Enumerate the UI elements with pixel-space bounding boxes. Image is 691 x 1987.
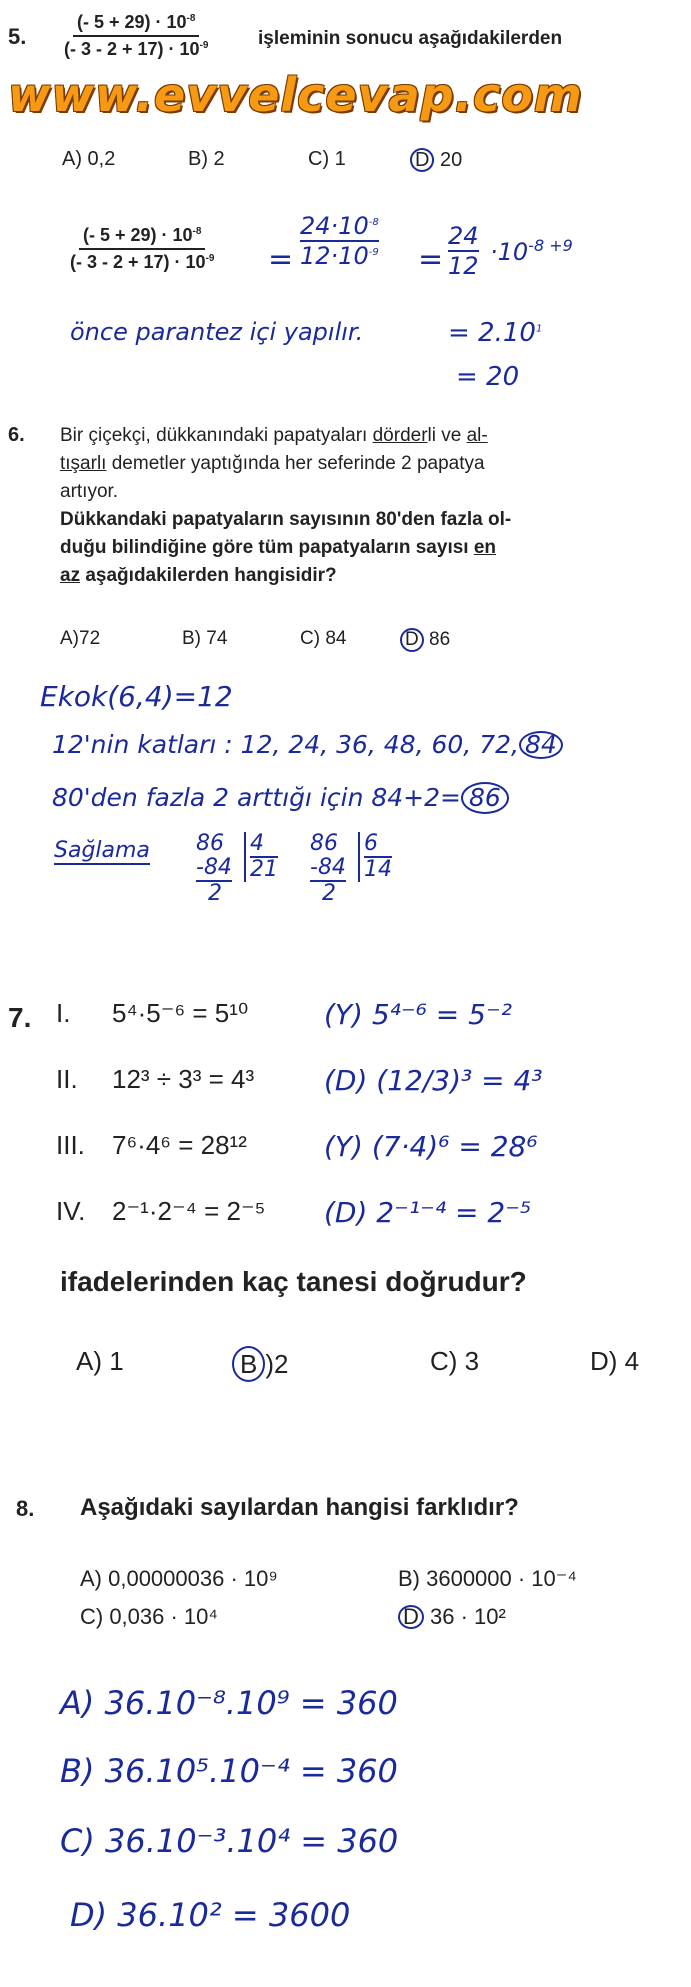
q6-option-b: B) 74 bbox=[182, 628, 228, 649]
q7-hand-4: (D) 2⁻¹⁻⁴ = 2⁻⁵ bbox=[324, 1196, 532, 1229]
q6-option-d bbox=[400, 628, 450, 652]
q7-expr-2: 12³ ÷ 3³ = 4³ bbox=[112, 1064, 255, 1094]
q7-option-a: A) 1 bbox=[76, 1346, 124, 1376]
q6-option-d-value: 86 bbox=[429, 629, 451, 650]
q7-expr-1: 5⁴·5⁻⁶ = 5¹⁰ bbox=[112, 998, 249, 1028]
q6-div1-sub: -84 bbox=[196, 855, 232, 880]
q5-option-b: B) 2 bbox=[188, 148, 225, 170]
q5-hand-eq1: = bbox=[268, 242, 294, 277]
q5-hand-note: önce parantez içi yapılır. bbox=[70, 318, 364, 346]
q6-div2-rem: 2 bbox=[322, 881, 336, 906]
q6-hand-l3-circle: 86 bbox=[461, 782, 509, 814]
q6-text bbox=[60, 422, 680, 590]
q6-line3: artıyor. bbox=[60, 481, 119, 502]
q5-hand-den-exp: -9 bbox=[368, 247, 379, 258]
q7-option-c: C) 3 bbox=[430, 1346, 480, 1376]
q6-hand-l2-text: 12'nin katları : 12, 24, 36, 48, 60, 72, bbox=[52, 730, 519, 759]
q6-div1-rem: 2 bbox=[208, 881, 222, 906]
q6-div1-quot: 21 bbox=[250, 857, 278, 882]
q5-numerator: (- 5 + 29) · 10 bbox=[77, 12, 187, 32]
q6-option-a: A)72 bbox=[60, 628, 101, 649]
q6-hand-l3 bbox=[52, 782, 509, 814]
q5-answer-circle: D bbox=[410, 148, 434, 172]
q5-option-d bbox=[410, 148, 462, 172]
q5-hand-line2-text: = 2.10 bbox=[448, 318, 536, 348]
q6-div2-divisor: 6 bbox=[364, 832, 392, 858]
q7-number: 7. bbox=[8, 1002, 32, 1033]
q7-hand-1: (Y) 5⁴⁻⁶ = 5⁻² bbox=[324, 998, 512, 1031]
q5-denominator: (- 3 - 2 + 17) · 10 bbox=[64, 39, 200, 59]
q5-num-exp-copy: -8 bbox=[192, 226, 202, 237]
q5-hand-den: 12·10 bbox=[300, 242, 369, 270]
q5-den-exp: -9 bbox=[199, 40, 209, 51]
q6-line1-u2: al- bbox=[466, 425, 488, 446]
q7-hand-2: (D) (12/3)³ = 4³ bbox=[324, 1064, 543, 1097]
q8-hand-a: A) 36.10⁻⁸.10⁹ = 360 bbox=[60, 1684, 398, 1722]
q5-hand-power bbox=[490, 236, 573, 266]
q6-bold2: duğu bilindiğine göre tüm papatyaların sayısı bbox=[60, 537, 474, 558]
q6-line2: demetler yaptığında her seferinde 2 papatya bbox=[106, 453, 485, 474]
q5-hand-line2 bbox=[448, 318, 542, 348]
q8-option-b: B) 3600000 · 10⁻⁴ bbox=[398, 1566, 577, 1591]
q6-hand-l1: Ekok(6,4)=12 bbox=[40, 680, 233, 713]
q6-hand-saglama: Sağlama bbox=[54, 838, 150, 863]
q8-hand-c: C) 36.10⁻³.10⁴ = 360 bbox=[60, 1822, 399, 1860]
q5-fraction-copy bbox=[66, 225, 218, 273]
q6-bold3-u: az bbox=[60, 565, 81, 586]
q5-text: işleminin sonucu aşağıdakilerden bbox=[258, 28, 563, 49]
q5-den-exp-copy: -9 bbox=[205, 253, 215, 264]
q6-line1-mid: li ve bbox=[427, 425, 467, 446]
q7-roman-2: II. bbox=[56, 1064, 78, 1094]
q8-number: 8. bbox=[16, 1496, 35, 1521]
q6-div1-dividend: 86 bbox=[196, 831, 224, 856]
q5-hand-power-exp: -8 +9 bbox=[528, 236, 573, 255]
q6-division2 bbox=[310, 832, 346, 906]
q7-roman-4: IV. bbox=[56, 1196, 86, 1226]
q8-option-d bbox=[398, 1604, 506, 1630]
q8-question: Aşağıdaki sayılardan hangisi farklıdır? bbox=[80, 1494, 519, 1521]
q7-option-b-value: )2 bbox=[265, 1349, 289, 1379]
q6-hand-l2 bbox=[52, 730, 563, 759]
q7-option-b bbox=[232, 1346, 288, 1382]
q5-hand-num: 24·10 bbox=[300, 212, 369, 240]
watermark-logo: www.evvelcevap.com bbox=[8, 68, 583, 122]
q7-option-d: D) 4 bbox=[590, 1346, 640, 1376]
q6-bold3: aşağıdakilerden hangisidir? bbox=[80, 565, 337, 586]
q6-div2-dividend: 86 bbox=[310, 831, 338, 856]
q7-answer-circle: B bbox=[232, 1346, 265, 1382]
q7-roman-1: I. bbox=[56, 998, 71, 1028]
q5-hand-frac1 bbox=[300, 212, 379, 270]
q5-option-a: A) 0,2 bbox=[62, 148, 116, 170]
q6-line2-u: tışarlı bbox=[60, 453, 107, 474]
q7-question: ifadelerinden kaç tanesi doğrudur? bbox=[60, 1266, 527, 1297]
q6-bold2-u: en bbox=[473, 537, 497, 558]
q7-expr-4: 2⁻¹·2⁻⁴ = 2⁻⁵ bbox=[112, 1196, 266, 1226]
q6-div1-divisor: 4 bbox=[250, 832, 278, 858]
q6-div2-quot: 14 bbox=[364, 857, 392, 882]
q6-division2-right bbox=[358, 832, 392, 882]
q8-hand-b: B) 36.10⁵.10⁻⁴ = 360 bbox=[60, 1752, 398, 1790]
q7-hand-3: (Y) (7·4)⁶ = 28⁶ bbox=[324, 1130, 538, 1163]
q7-roman-3: III. bbox=[56, 1130, 85, 1160]
q6-bold1: Dükkandaki papatyaların sayısının 80'den fazla ol- bbox=[60, 509, 512, 530]
q6-line1-u1: dörder bbox=[372, 425, 428, 446]
q8-option-a: A) 0,00000036 · 10⁹ bbox=[80, 1566, 278, 1591]
q5-option-c: C) 1 bbox=[308, 148, 346, 170]
q7-expr-3: 7⁶·4⁶ = 28¹² bbox=[112, 1130, 247, 1160]
q6-div2-sub: -84 bbox=[310, 855, 346, 880]
q5-fraction bbox=[60, 12, 212, 60]
q5-denominator-copy: (- 3 - 2 + 17) · 10 bbox=[70, 252, 206, 272]
q5-number: 5. bbox=[8, 24, 27, 49]
q5-hand-line3: = 20 bbox=[456, 362, 520, 392]
q5-hand-eq2: = bbox=[418, 242, 444, 277]
q6-division1-right bbox=[244, 832, 278, 882]
q5-num-exp: -8 bbox=[186, 13, 196, 24]
q6-line1: Bir çiçekçi, dükkanındaki papatyaları bbox=[60, 425, 373, 446]
q8-option-d-value: 36 · 10² bbox=[430, 1604, 506, 1629]
q5-hand-num-exp: -8 bbox=[368, 217, 379, 228]
q5-hand-power-base: ·10 bbox=[490, 238, 529, 266]
q5-hand-frac2 bbox=[448, 222, 479, 280]
q8-answer-circle: D bbox=[398, 1605, 424, 1629]
q6-number: 6. bbox=[8, 424, 25, 446]
q8-option-c: C) 0,036 · 10⁴ bbox=[80, 1604, 218, 1629]
q6-hand-l2-circle: 84 bbox=[519, 731, 563, 759]
q5-hand-frac2-num: 24 bbox=[448, 222, 479, 250]
q5-hand-frac2-den: 12 bbox=[448, 252, 479, 280]
q6-hand-l3-text: 80'den fazla 2 arttığı için 84+2= bbox=[52, 783, 461, 812]
q8-hand-d: D) 36.10² = 3600 bbox=[70, 1896, 351, 1934]
q5-option-d-value: 20 bbox=[440, 149, 463, 171]
q5-hand-line2-exp: 1 bbox=[535, 323, 543, 335]
q6-division1 bbox=[196, 832, 232, 906]
q6-answer-circle: D bbox=[400, 628, 424, 652]
q5-numerator-copy: (- 5 + 29) · 10 bbox=[83, 225, 193, 245]
q6-option-c: C) 84 bbox=[300, 628, 347, 649]
